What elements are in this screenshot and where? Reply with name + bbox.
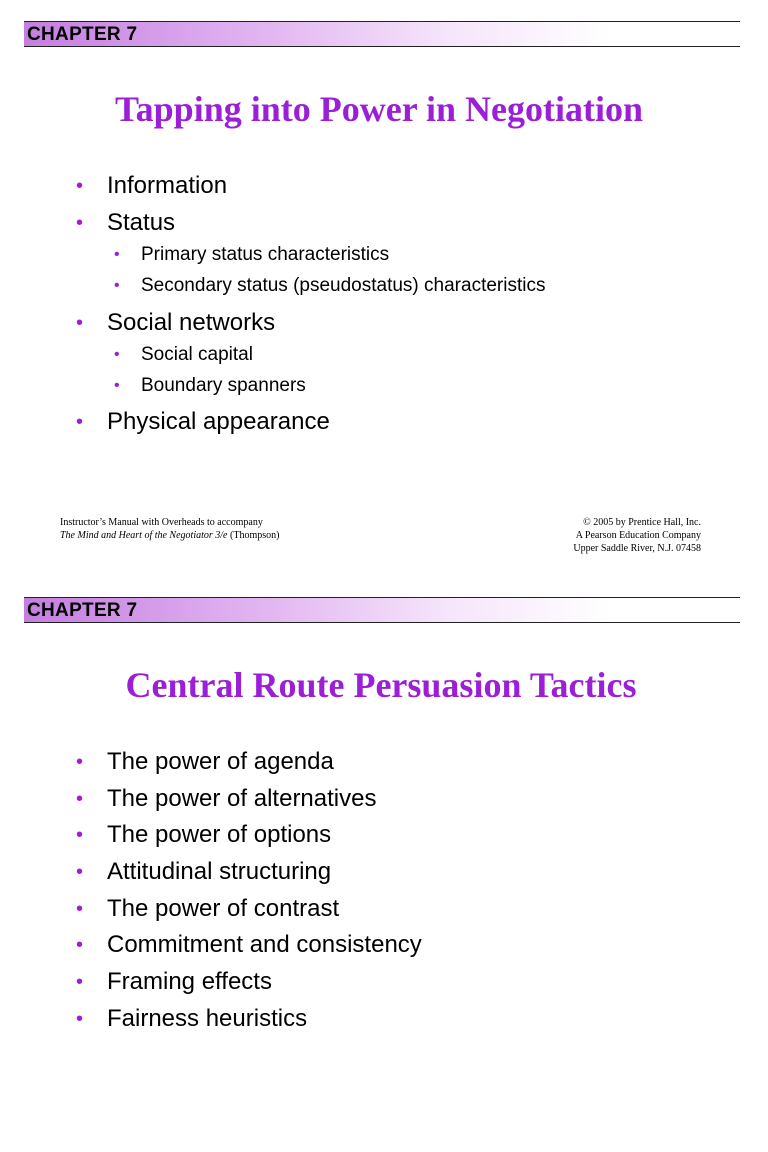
bullet-list bbox=[76, 172, 736, 436]
bullet-icon: • bbox=[76, 861, 84, 884]
chapter-header-bar bbox=[24, 21, 740, 47]
bullet-item bbox=[76, 309, 736, 337]
bullet-icon: • bbox=[76, 787, 84, 810]
chapter-header-bar bbox=[24, 597, 740, 623]
bullet-icon: • bbox=[76, 897, 84, 920]
bullet-text: The power of options bbox=[107, 821, 332, 849]
book-author: (Thompson) bbox=[227, 530, 280, 541]
bullet-text: Framing effects bbox=[107, 968, 272, 996]
bullet-text: Physical appearance bbox=[107, 408, 330, 435]
sub-bullet-text: Primary status characteristics bbox=[141, 244, 390, 265]
bullet-icon: • bbox=[76, 971, 84, 994]
bullet-text: The power of alternatives bbox=[107, 784, 377, 812]
footer-right bbox=[573, 516, 701, 555]
copyright-line: © 2005 by Prentice Hall, Inc. bbox=[583, 517, 701, 528]
sub-bullet-item bbox=[76, 243, 736, 267]
bullet-icon: • bbox=[114, 346, 120, 363]
bullet-item bbox=[76, 821, 736, 849]
bullet-item bbox=[76, 858, 736, 886]
bullet-text: Social networks bbox=[107, 309, 276, 336]
bullet-item bbox=[76, 968, 736, 996]
chapter-label: CHAPTER 7 bbox=[27, 24, 138, 45]
bullet-item bbox=[76, 931, 736, 959]
bullet-item bbox=[76, 172, 736, 200]
bullet-icon: • bbox=[76, 934, 84, 957]
slide-2 bbox=[0, 576, 768, 1152]
bullet-text: The power of agenda bbox=[107, 748, 334, 775]
bullet-text: The power of contrast bbox=[107, 894, 340, 922]
bullet-item bbox=[76, 785, 736, 813]
bullet-icon: • bbox=[76, 212, 84, 234]
bullet-icon: • bbox=[114, 277, 120, 294]
bullet-text: Commitment and consistency bbox=[107, 931, 422, 959]
bullet-icon: • bbox=[76, 411, 84, 433]
sub-bullet-text: Social capital bbox=[141, 344, 253, 365]
sub-bullet-item bbox=[76, 374, 736, 398]
sub-bullet-item bbox=[76, 343, 736, 367]
footer-left-line-1: Instructor’s Manual with Overheads to accompany bbox=[60, 517, 263, 528]
sub-bullet-text: Secondary status (pseudostatus) characteristics bbox=[141, 275, 546, 296]
bullet-text: Information bbox=[107, 172, 228, 199]
chapter-label: CHAPTER 7 bbox=[27, 600, 138, 621]
book-title: The Mind and Heart of the Negotiator 3/e bbox=[60, 530, 228, 541]
bullet-icon: • bbox=[76, 312, 84, 334]
bullet-item bbox=[76, 408, 736, 436]
bullet-icon: • bbox=[114, 377, 120, 394]
bullet-icon: • bbox=[76, 751, 84, 773]
bullet-item bbox=[76, 1005, 736, 1033]
bullet-icon: • bbox=[76, 1007, 84, 1030]
bullet-icon: • bbox=[76, 175, 84, 197]
footer-left-line-2 bbox=[60, 529, 279, 542]
bullet-text: Attitudinal structuring bbox=[107, 858, 332, 886]
bullet-item bbox=[76, 209, 736, 237]
bullet-icon: • bbox=[114, 246, 120, 263]
slide-title: Central Route Persuasion Tactics bbox=[125, 665, 637, 705]
footer-left bbox=[60, 516, 279, 542]
bullet-text: Status bbox=[107, 209, 176, 236]
sub-bullet-item bbox=[76, 274, 736, 298]
address-line: Upper Saddle River, N.J. 07458 bbox=[573, 543, 701, 554]
bullet-item bbox=[76, 748, 736, 776]
bullet-text: Fairness heuristics bbox=[107, 1004, 308, 1032]
slide-title: Tapping into Power in Negotiation bbox=[114, 89, 644, 129]
publisher-line: A Pearson Education Company bbox=[575, 530, 701, 541]
bullet-icon: • bbox=[76, 824, 84, 847]
sub-bullet-text: Boundary spanners bbox=[141, 375, 306, 396]
bullet-list bbox=[76, 748, 736, 1042]
bullet-item bbox=[76, 895, 736, 923]
